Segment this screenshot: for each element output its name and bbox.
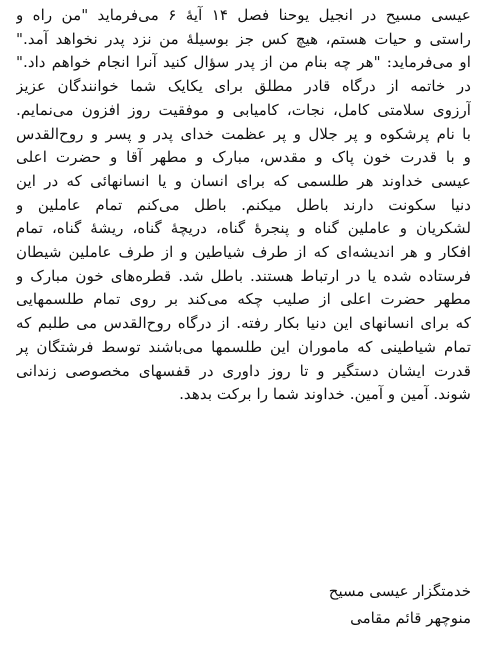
text-line: عیسی خداوند هر طلسمی که برای انسان و یا انسانهائی که در این <box>16 171 471 190</box>
text-line: قدرت ایشان دستگیر و تا روز داوری در قفسهای مخصوصی زندانی <box>16 361 471 380</box>
text-line: راستی و حیات هستم، هیچ کس جز بوسیلهٔ من نزد پدر نخواهد آمد." <box>16 29 471 48</box>
text-line-last: شوند. آمین و آمین. خداوند شما را برکت بدهد. <box>179 385 471 404</box>
text-line: که برای انسانهای این دنیا بکار رفته. از درگاه روح‌القدس می طلبم که <box>16 314 471 333</box>
signature-block <box>171 578 471 632</box>
document-body <box>16 4 471 407</box>
text-line: در خاتمه از درگاه قادر مطلق برای یکایک شما خوانندگان عزیز <box>16 77 471 96</box>
text-line: عیسی مسیح در انجیل یوحنا فصل ۱۴ آیهٔ ۶ می‌فرماید "من راه و <box>16 6 471 24</box>
text-line: افکار و هر اندیشه‌ای که از طرف شیاطین و از طرف عاملین شیطان <box>16 243 471 262</box>
signature-name: منوچهر قائم مقامی <box>350 609 471 627</box>
text-line: فرستاده شده یا در ارتباط هستند. باطل شد. قطره‌های خون مبارک و <box>16 266 471 285</box>
text-line: تمام شیاطینی که ماموران این طلسمها می‌باشند توسط فرشتگان پر <box>16 337 471 356</box>
text-line: او می‌فرماید: "هر چه بنام من از پدر سؤال کنید آنرا انجام خواهم داد." <box>16 53 471 72</box>
text-line: با نام پرشکوه و پر جلال و پر عظمت خدای پدر و پسر و روح‌القدس <box>16 124 471 143</box>
text-line: آرزوی سلامتی کامل، نجات، کامیابی و موفقیت روز افزون می‌نمایم. <box>16 100 471 119</box>
text-line: لشکریان و عاملین گناه و پنجرهٔ گناه، دریچهٔ گناه، ریشهٔ گناه، تمام <box>16 219 471 238</box>
text-line: دنیا سکونت دارند باطل میکنم. باطل می‌کنم تمام عاملین و <box>16 195 471 214</box>
text-line: مطهر حضرت اعلی از صلیب چکه می‌کند بر روی تمام طلسمهایی <box>16 290 471 309</box>
signature-title: خدمتگزار عیسی مسیح <box>328 582 471 600</box>
text-line: و با قدرت خون پاک و مقدس، مبارک و مطهر آقا و حضرت اعلی <box>16 148 471 167</box>
